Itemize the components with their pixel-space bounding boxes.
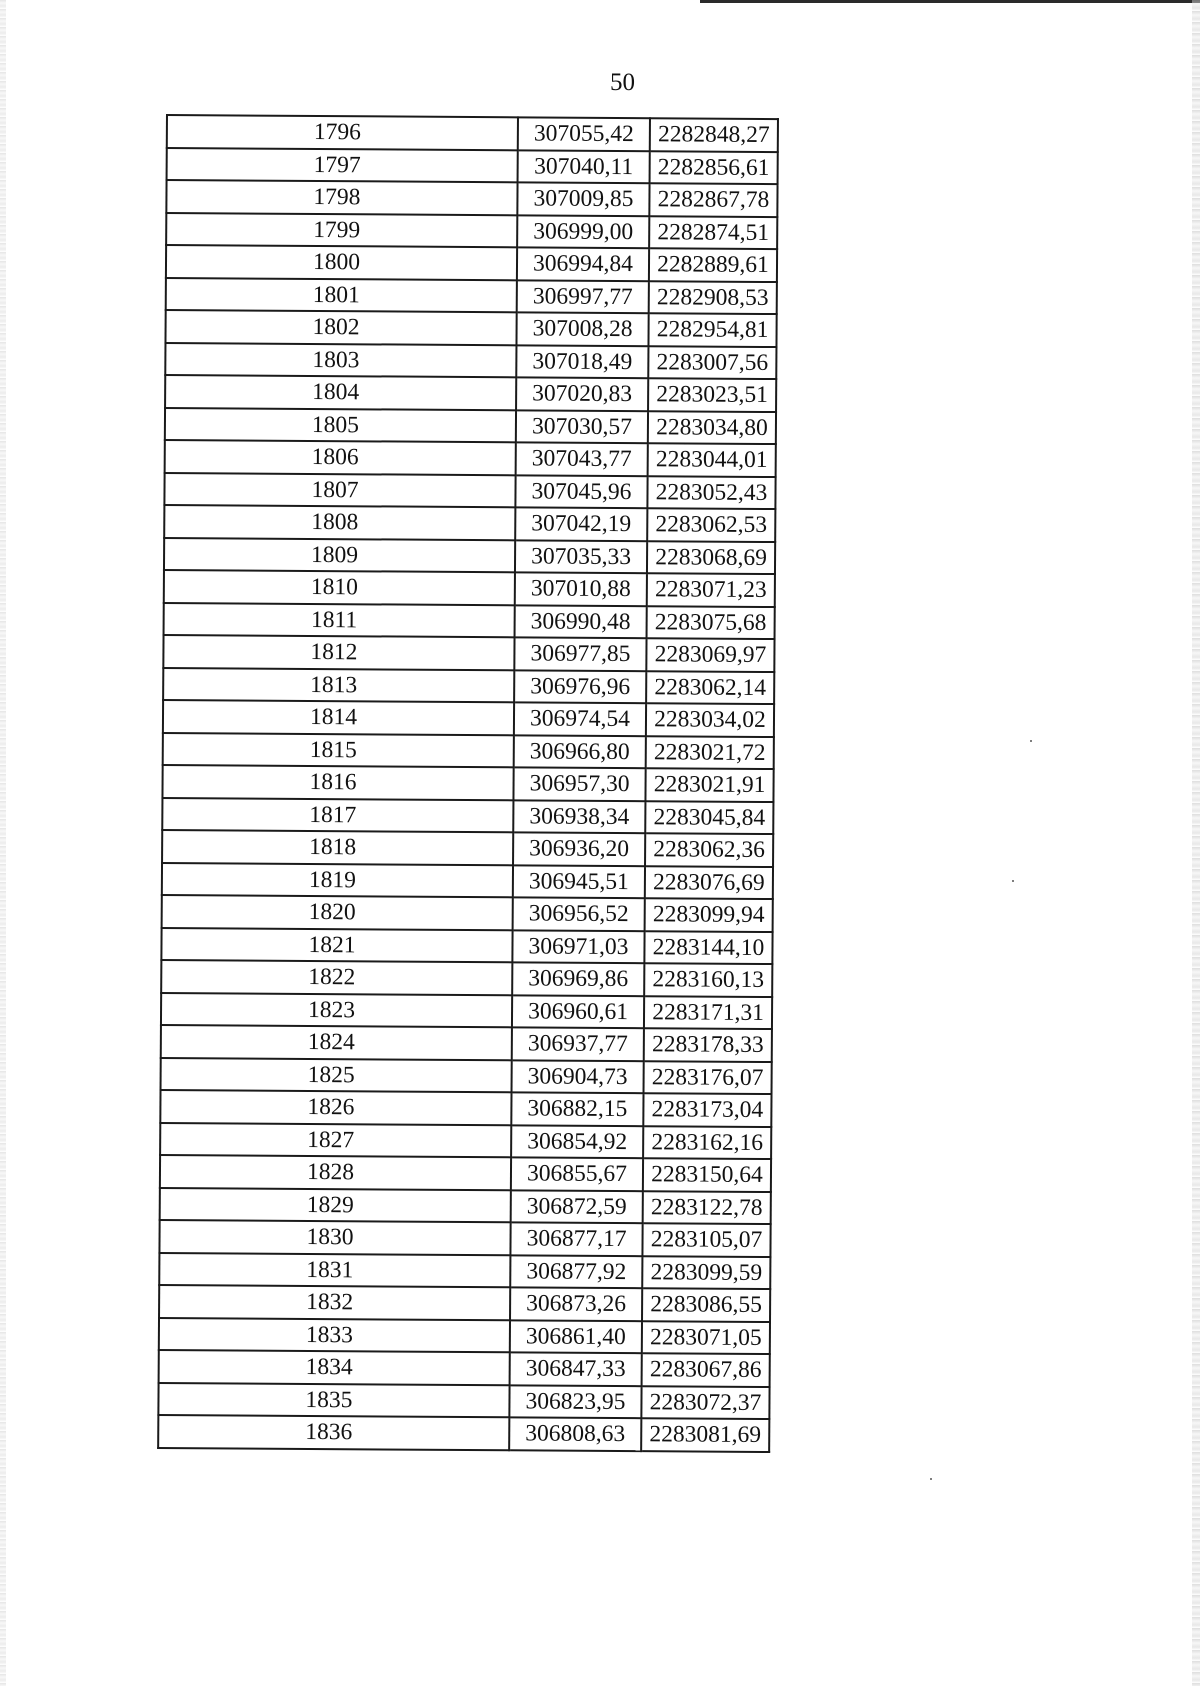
point-number-cell: 1811: [164, 602, 515, 637]
y-coordinate-cell: 2283122,78: [643, 1191, 771, 1224]
y-coordinate-cell: 2283160,13: [644, 963, 772, 996]
table-row: [165, 375, 776, 412]
table-row: [159, 1317, 770, 1354]
table-row: [167, 115, 778, 152]
y-coordinate-cell: 2283068,69: [647, 541, 775, 574]
x-coordinate-cell: 306882,15: [511, 1092, 643, 1125]
x-coordinate-cell: 306960,61: [512, 995, 644, 1028]
y-coordinate-cell: 2283072,37: [641, 1386, 769, 1419]
x-coordinate-cell: 306945,51: [513, 865, 645, 898]
x-coordinate-cell: 307042,19: [515, 507, 647, 540]
scan-speck: [1012, 880, 1014, 882]
y-coordinate-cell: 2282867,78: [649, 183, 777, 216]
x-coordinate-cell: 306938,34: [513, 800, 645, 833]
y-coordinate-cell: 2283071,05: [642, 1321, 770, 1354]
point-number-cell: 1806: [165, 440, 516, 475]
x-coordinate-cell: 306861,40: [510, 1320, 642, 1353]
scan-speck: [1030, 740, 1032, 742]
point-number-cell: 1810: [164, 570, 515, 605]
x-coordinate-cell: 306823,95: [509, 1385, 641, 1418]
y-coordinate-cell: 2283021,72: [646, 736, 774, 769]
x-coordinate-cell: 306936,20: [513, 832, 645, 865]
table-row: [159, 1285, 770, 1322]
x-coordinate-cell: 307009,85: [517, 182, 649, 215]
table-row: [162, 895, 773, 932]
point-number-cell: 1798: [166, 180, 517, 215]
y-coordinate-cell: 2283069,97: [646, 638, 774, 671]
table-row: [161, 927, 772, 964]
point-number-cell: 1832: [159, 1285, 510, 1320]
table-row: [158, 1415, 769, 1452]
x-coordinate-cell: 306999,00: [517, 215, 649, 248]
table-row: [161, 1025, 772, 1062]
x-coordinate-cell: 306956,52: [513, 897, 645, 930]
y-coordinate-cell: 2283067,86: [642, 1353, 770, 1386]
coordinates-table: [157, 114, 779, 1453]
point-number-cell: 1808: [164, 505, 515, 540]
point-number-cell: 1796: [167, 115, 518, 150]
x-coordinate-cell: 307055,42: [518, 117, 650, 150]
y-coordinate-cell: 2283021,91: [645, 768, 773, 801]
table-row: [163, 700, 774, 737]
point-number-cell: 1826: [160, 1090, 511, 1125]
y-coordinate-cell: 2282908,53: [649, 281, 777, 314]
y-coordinate-cell: 2283176,07: [644, 1061, 772, 1094]
x-coordinate-cell: 307035,33: [515, 540, 647, 573]
point-number-cell: 1813: [163, 667, 514, 702]
table-row: [159, 1252, 770, 1289]
y-coordinate-cell: 2283062,53: [647, 508, 775, 541]
y-coordinate-cell: 2283105,07: [642, 1223, 770, 1256]
y-coordinate-cell: 2282954,81: [648, 313, 776, 346]
y-coordinate-cell: 2283034,02: [646, 703, 774, 736]
point-number-cell: 1807: [164, 472, 515, 507]
point-number-cell: 1828: [160, 1155, 511, 1190]
x-coordinate-cell: 307040,11: [518, 150, 650, 183]
point-number-cell: 1825: [161, 1057, 512, 1092]
y-coordinate-cell: 2283086,55: [642, 1288, 770, 1321]
x-coordinate-cell: 307030,57: [516, 410, 648, 443]
table-row: [165, 440, 776, 477]
table-row: [159, 1350, 770, 1387]
x-coordinate-cell: 307043,77: [516, 442, 648, 475]
point-number-cell: 1836: [158, 1415, 509, 1450]
point-number-cell: 1802: [165, 310, 516, 345]
y-coordinate-cell: 2283045,84: [645, 801, 773, 834]
point-number-cell: 1824: [161, 1025, 512, 1060]
coordinates-table-body: [158, 115, 778, 1452]
y-coordinate-cell: 2283150,64: [643, 1158, 771, 1191]
scan-top-border: [700, 0, 1200, 3]
y-coordinate-cell: 2283071,23: [647, 573, 775, 606]
point-number-cell: 1816: [162, 765, 513, 800]
point-number-cell: 1817: [162, 797, 513, 832]
x-coordinate-cell: 306957,30: [513, 767, 645, 800]
x-coordinate-cell: 306877,17: [510, 1222, 642, 1255]
x-coordinate-cell: 306966,80: [514, 735, 646, 768]
y-coordinate-cell: 2283099,94: [645, 898, 773, 931]
page-number: 50: [610, 69, 635, 96]
y-coordinate-cell: 2283034,80: [648, 411, 776, 444]
scan-left-edge: [0, 0, 6, 1686]
table-row: [166, 213, 777, 250]
y-coordinate-cell: 2283007,56: [648, 346, 776, 379]
y-coordinate-cell: 2282874,51: [649, 216, 777, 249]
point-number-cell: 1835: [158, 1382, 509, 1417]
x-coordinate-cell: 306872,59: [511, 1190, 643, 1223]
x-coordinate-cell: 306855,67: [511, 1157, 643, 1190]
point-number-cell: 1823: [161, 992, 512, 1027]
table-row: [162, 862, 773, 899]
table-row: [165, 408, 776, 445]
y-coordinate-cell: 2282856,61: [650, 151, 778, 184]
x-coordinate-cell: 306873,26: [510, 1287, 642, 1320]
table-row: [164, 472, 775, 509]
x-coordinate-cell: 307018,49: [516, 345, 648, 378]
point-number-cell: 1801: [166, 278, 517, 313]
table-row: [166, 180, 777, 217]
x-coordinate-cell: 306808,63: [509, 1417, 641, 1450]
x-coordinate-cell: 306971,03: [512, 930, 644, 963]
y-coordinate-cell: 2283076,69: [645, 866, 773, 899]
table-row: [161, 1057, 772, 1094]
y-coordinate-cell: 2283044,01: [648, 443, 776, 476]
table-row: [162, 797, 773, 834]
table-row: [164, 537, 775, 574]
point-number-cell: 1805: [165, 408, 516, 443]
x-coordinate-cell: 306990,48: [515, 605, 647, 638]
table-row: [160, 1090, 771, 1127]
point-number-cell: 1827: [160, 1122, 511, 1157]
x-coordinate-cell: 306977,85: [514, 637, 646, 670]
table-row: [164, 570, 775, 607]
table-row: [164, 602, 775, 639]
point-number-cell: 1797: [167, 148, 518, 183]
table-row: [158, 1382, 769, 1419]
point-number-cell: 1809: [164, 537, 515, 572]
point-number-cell: 1799: [166, 213, 517, 248]
y-coordinate-cell: 2282848,27: [650, 118, 778, 151]
x-coordinate-cell: 306937,77: [512, 1027, 644, 1060]
y-coordinate-cell: 2283178,33: [644, 1028, 772, 1061]
point-number-cell: 1822: [161, 960, 512, 995]
table-row: [160, 1122, 771, 1159]
point-number-cell: 1833: [159, 1317, 510, 1352]
y-coordinate-cell: 2283075,68: [647, 606, 775, 639]
x-coordinate-cell: 306994,84: [517, 247, 649, 280]
y-coordinate-cell: 2283052,43: [647, 476, 775, 509]
table-row: [166, 278, 777, 315]
table-row: [161, 960, 772, 997]
y-coordinate-cell: 2283062,14: [646, 671, 774, 704]
point-number-cell: 1819: [162, 862, 513, 897]
x-coordinate-cell: 306877,92: [510, 1255, 642, 1288]
point-number-cell: 1800: [166, 245, 517, 280]
y-coordinate-cell: 2283062,36: [645, 833, 773, 866]
x-coordinate-cell: 307045,96: [515, 475, 647, 508]
table-row: [164, 505, 775, 542]
point-number-cell: 1812: [163, 635, 514, 670]
point-number-cell: 1834: [159, 1350, 510, 1385]
table-row: [162, 765, 773, 802]
point-number-cell: 1830: [159, 1220, 510, 1255]
point-number-cell: 1814: [163, 700, 514, 735]
table-row: [165, 343, 776, 380]
y-coordinate-cell: 2283099,59: [642, 1256, 770, 1289]
table-row: [160, 1187, 771, 1224]
x-coordinate-cell: 306976,96: [514, 670, 646, 703]
point-number-cell: 1803: [165, 343, 516, 378]
table-row: [163, 635, 774, 672]
table-row: [161, 992, 772, 1029]
y-coordinate-cell: 2282889,61: [649, 248, 777, 281]
x-coordinate-cell: 307010,88: [515, 572, 647, 605]
table-row: [167, 148, 778, 185]
point-number-cell: 1804: [165, 375, 516, 410]
point-number-cell: 1831: [159, 1252, 510, 1287]
table-row: [163, 732, 774, 769]
table-row: [159, 1220, 770, 1257]
x-coordinate-cell: 306997,77: [517, 280, 649, 313]
x-coordinate-cell: 307008,28: [516, 312, 648, 345]
table-row: [165, 310, 776, 347]
y-coordinate-cell: 2283144,10: [644, 931, 772, 964]
y-coordinate-cell: 2283162,16: [643, 1126, 771, 1159]
point-number-cell: 1821: [161, 927, 512, 962]
y-coordinate-cell: 2283023,51: [648, 378, 776, 411]
table-row: [160, 1155, 771, 1192]
y-coordinate-cell: 2283081,69: [641, 1418, 769, 1451]
x-coordinate-cell: 306847,33: [510, 1352, 642, 1385]
y-coordinate-cell: 2283171,31: [644, 996, 772, 1029]
x-coordinate-cell: 306974,54: [514, 702, 646, 735]
x-coordinate-cell: 306854,92: [511, 1125, 643, 1158]
scan-right-edge: [1192, 0, 1200, 1686]
point-number-cell: 1818: [162, 830, 513, 865]
x-coordinate-cell: 307020,83: [516, 377, 648, 410]
scan-speck: [930, 1478, 932, 1480]
table-row: [163, 667, 774, 704]
x-coordinate-cell: 306904,73: [512, 1060, 644, 1093]
point-number-cell: 1820: [162, 895, 513, 930]
table-row: [162, 830, 773, 867]
x-coordinate-cell: 306969,86: [512, 962, 644, 995]
y-coordinate-cell: 2283173,04: [643, 1093, 771, 1126]
point-number-cell: 1815: [163, 732, 514, 767]
table-row: [166, 245, 777, 282]
point-number-cell: 1829: [160, 1187, 511, 1222]
